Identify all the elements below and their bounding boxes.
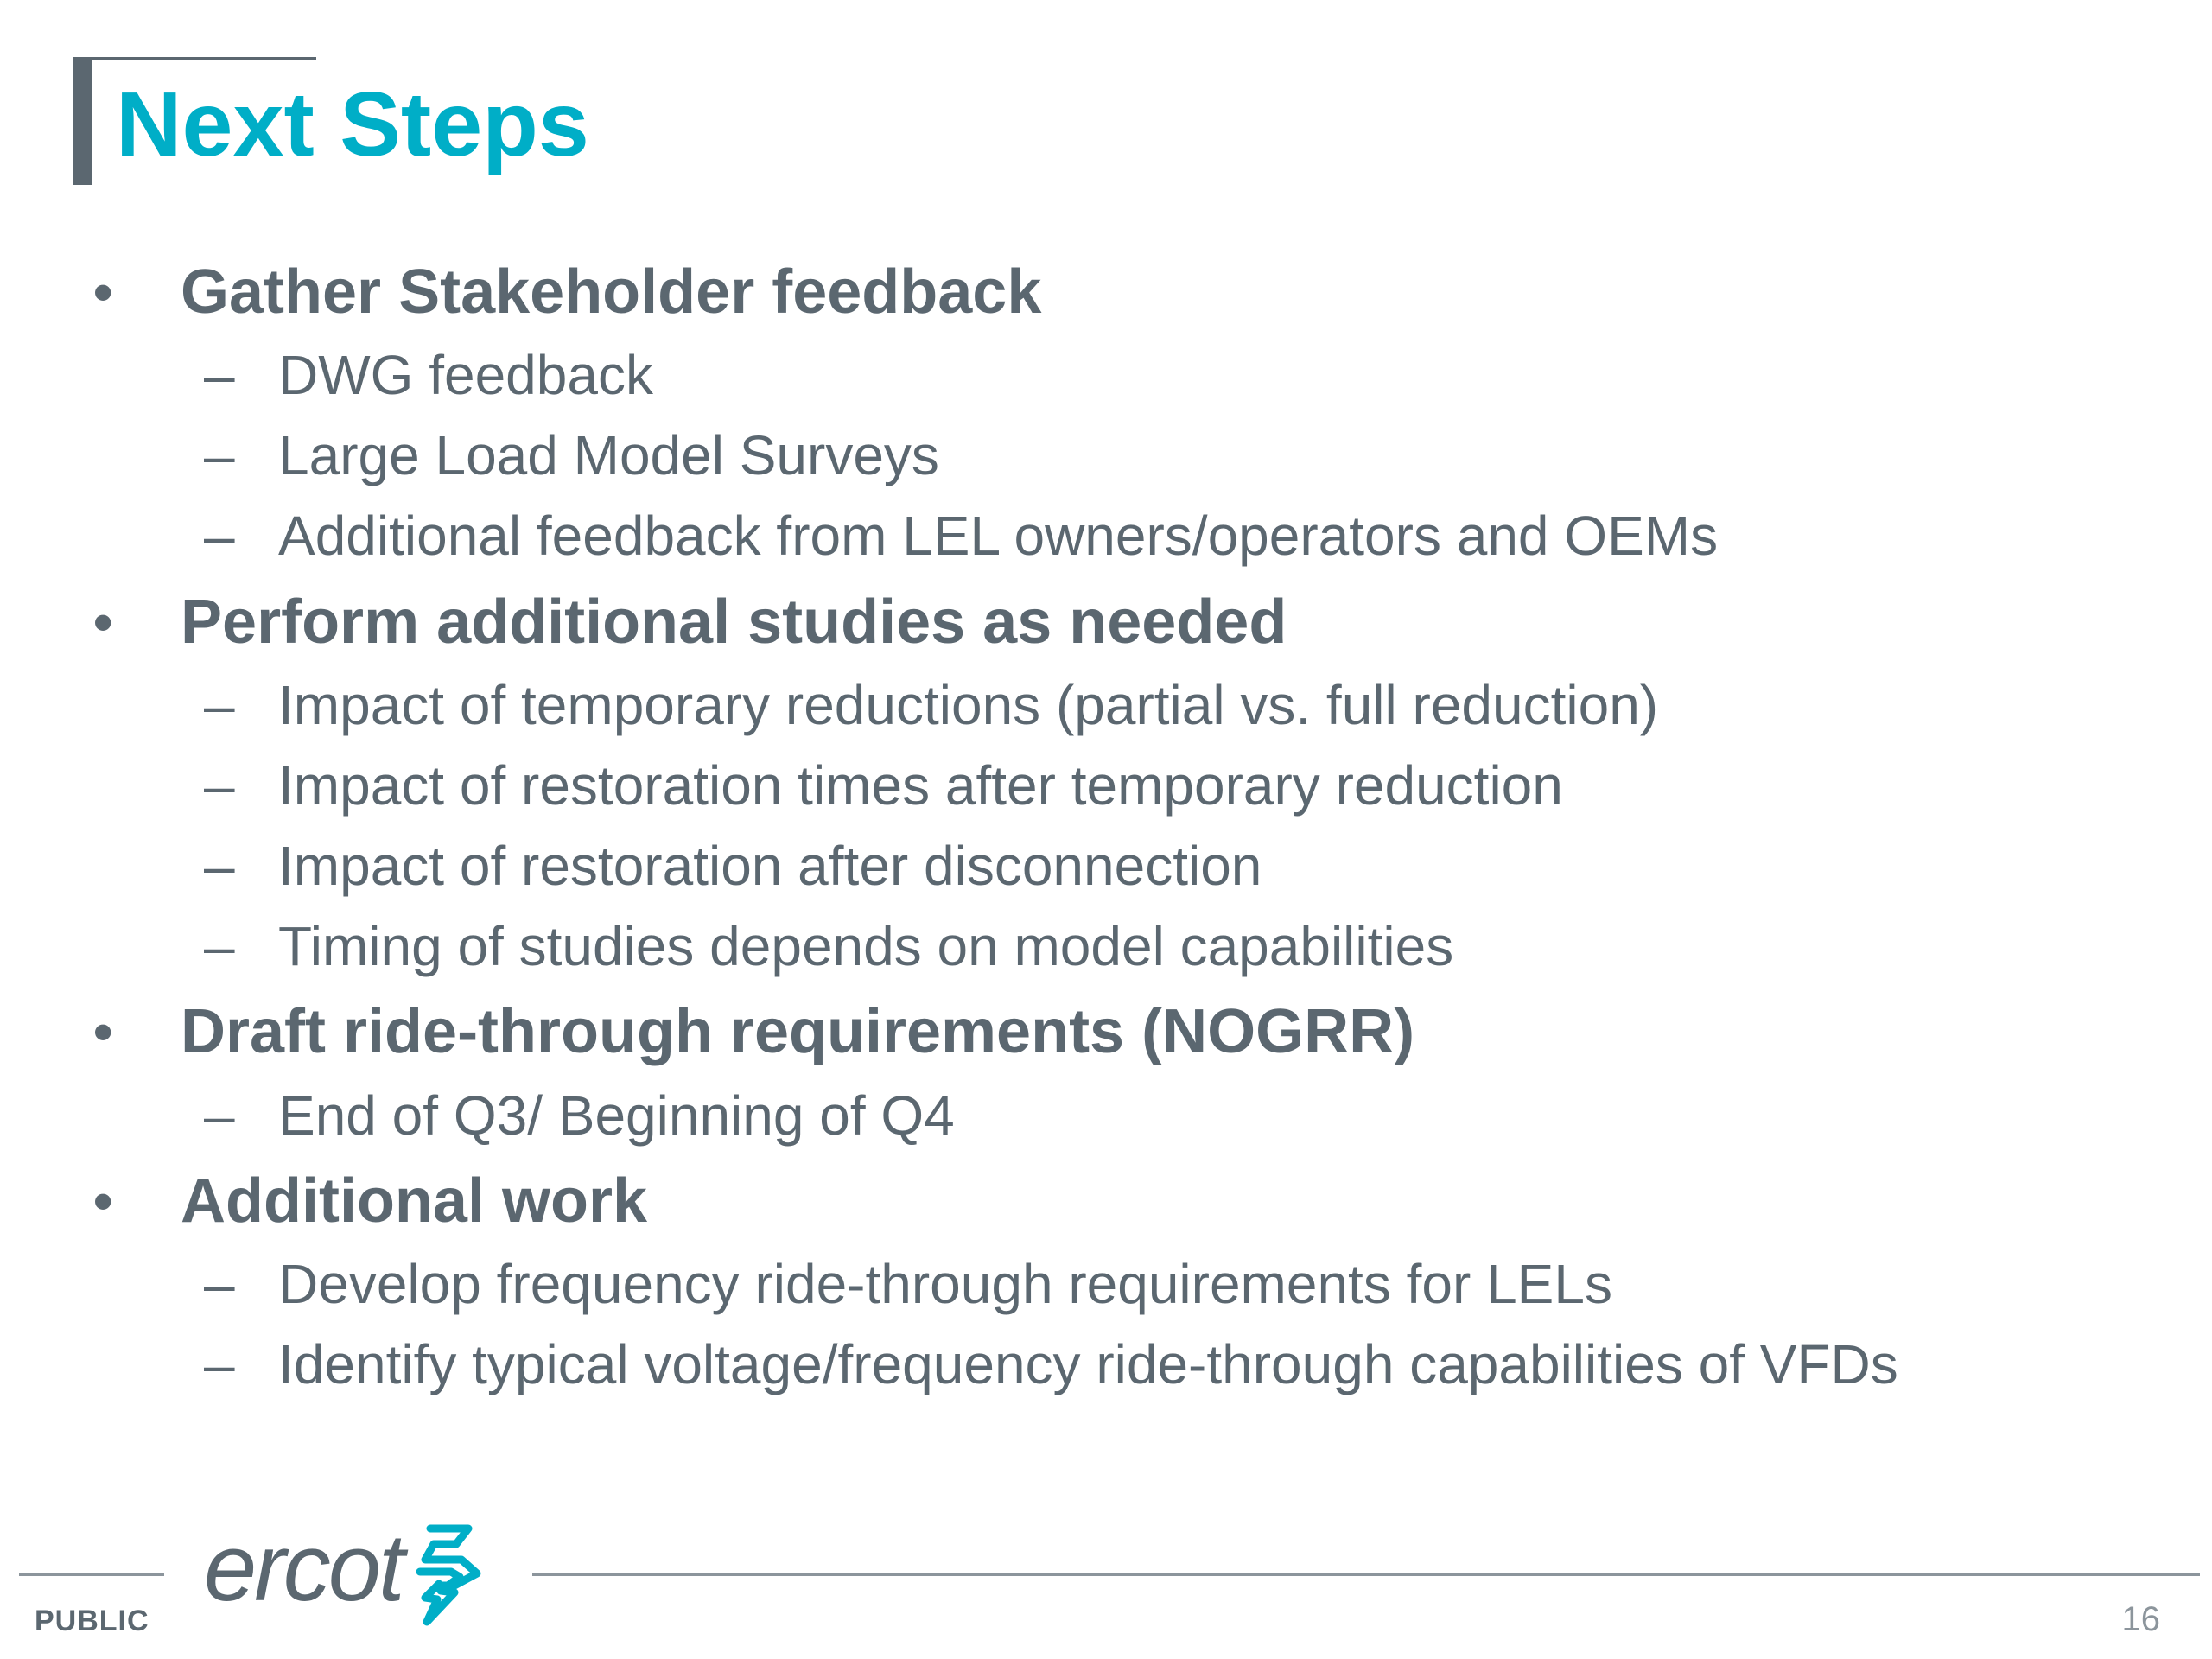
subitem: Impact of restoration times after temporary reduction — [278, 754, 1563, 817]
title-accent-line — [73, 57, 316, 60]
footer-rule-right — [532, 1573, 2200, 1576]
slide-title: Next Steps — [116, 73, 589, 175]
subitem-marker: – — [204, 835, 235, 897]
subitem: Large Load Model Surveys — [278, 424, 939, 486]
subitem: DWG feedback — [278, 344, 653, 406]
subitem: Timing of studies depends on model capabilities — [278, 915, 1454, 977]
subitem: Impact of temporary reductions (partial vs. full reduction) — [278, 674, 1659, 736]
bullet-marker: • — [93, 261, 113, 323]
subitem-marker: – — [204, 344, 235, 406]
subitem-marker: – — [204, 754, 235, 817]
subitem-marker: – — [204, 674, 235, 736]
subitem-marker: – — [204, 505, 235, 567]
bullet-marker: • — [93, 1170, 113, 1232]
subitem-marker: – — [204, 424, 235, 486]
classification-label: PUBLIC — [35, 1605, 149, 1637]
ercot-logo — [204, 1516, 498, 1629]
subitem-marker: – — [204, 915, 235, 977]
bullet-item: Additional work — [181, 1166, 647, 1236]
page-number: 16 — [2121, 1600, 2160, 1638]
footer-rule-left — [19, 1573, 164, 1576]
subitem-marker: – — [204, 1084, 235, 1147]
title-accent-bar — [73, 57, 92, 185]
subitem-marker: – — [204, 1333, 235, 1395]
subitem-marker: – — [204, 1253, 235, 1315]
bullet-item: Gather Stakeholder feedback — [181, 257, 1042, 327]
subitem: End of Q3/ Beginning of Q4 — [278, 1084, 955, 1147]
subitem: Impact of restoration after disconnection — [278, 835, 1262, 897]
bullet-item: Draft ride-through requirements (NOGRR) — [181, 997, 1415, 1066]
subitem: Develop frequency ride-through requirements for LELs — [278, 1253, 1612, 1315]
logo-wordmark: ercot — [204, 1515, 403, 1621]
lightning-bolt-icon — [404, 1520, 499, 1627]
subitem: Additional feedback from LEL owners/operators and OEMs — [278, 505, 1719, 567]
subitem: Identify typical voltage/frequency ride-through capabilities of VFDs — [278, 1333, 1898, 1395]
bullet-marker: • — [93, 591, 113, 653]
bullet-item: Perform additional studies as needed — [181, 588, 1287, 657]
bullet-marker: • — [93, 1001, 113, 1063]
